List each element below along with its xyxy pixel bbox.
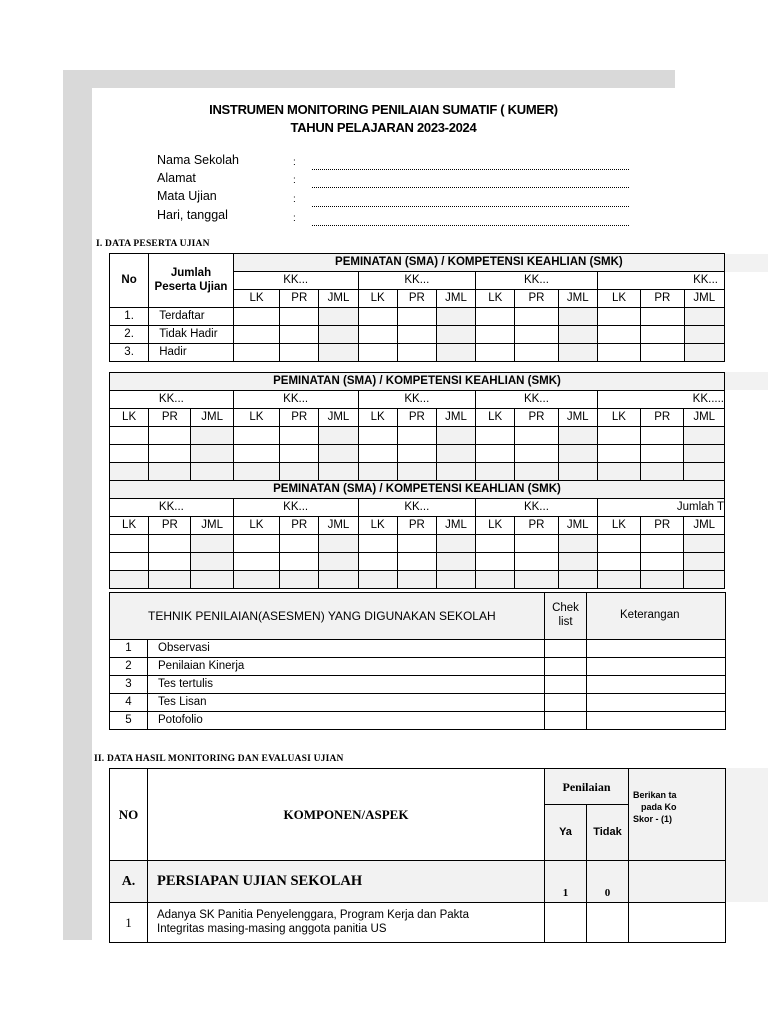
table-row bbox=[110, 326, 725, 344]
data-cell[interactable] bbox=[515, 571, 558, 589]
pr-header: PR bbox=[397, 290, 436, 308]
data-cell[interactable] bbox=[597, 344, 640, 362]
info-field-mata-ujian[interactable] bbox=[312, 206, 629, 207]
lk-header: LK bbox=[110, 409, 149, 427]
data-cell[interactable] bbox=[233, 344, 279, 362]
data-cell[interactable] bbox=[358, 463, 397, 481]
kk-header: KK... bbox=[358, 391, 476, 409]
data-cell[interactable] bbox=[149, 571, 191, 589]
kk-header: KK..... bbox=[597, 391, 724, 409]
row-number: 1 bbox=[110, 903, 148, 943]
data-cell[interactable] bbox=[191, 571, 233, 589]
data-cell[interactable] bbox=[684, 308, 725, 326]
peminatan-table-2 bbox=[109, 372, 725, 589]
pr-header: PR bbox=[641, 517, 684, 535]
keterangan-cell[interactable] bbox=[587, 712, 726, 730]
lk-header: LK bbox=[476, 517, 515, 535]
ya-header: Ya bbox=[545, 805, 587, 861]
data-cell[interactable] bbox=[515, 463, 558, 481]
data-cell[interactable] bbox=[233, 463, 279, 481]
info-label-hari-tanggal: Hari, tanggal bbox=[157, 208, 228, 222]
data-cell[interactable] bbox=[319, 427, 358, 445]
data-cell[interactable] bbox=[319, 326, 358, 344]
data-cell[interactable] bbox=[515, 308, 558, 326]
note-cell bbox=[629, 861, 726, 903]
row-label: Observasi bbox=[148, 640, 545, 658]
data-cell[interactable] bbox=[436, 344, 475, 362]
checklist-cell[interactable] bbox=[545, 712, 587, 730]
table-row bbox=[110, 676, 726, 694]
row-label: Tes tertulis bbox=[148, 676, 545, 694]
peserta-ujian-table bbox=[109, 253, 725, 362]
jml-header: JML bbox=[319, 290, 358, 308]
data-cell[interactable] bbox=[110, 427, 149, 445]
section-2-heading: II. DATA HASIL MONITORING DAN EVALUASI UJIAN bbox=[94, 754, 344, 764]
data-cell[interactable] bbox=[515, 326, 558, 344]
row-number: 3 bbox=[110, 676, 148, 694]
data-cell[interactable] bbox=[191, 535, 233, 553]
data-cell[interactable] bbox=[280, 308, 319, 326]
data-cell[interactable] bbox=[397, 463, 436, 481]
data-cell[interactable] bbox=[515, 427, 558, 445]
table-row bbox=[110, 903, 726, 943]
data-cell[interactable] bbox=[191, 463, 233, 481]
section-a-code: A. bbox=[110, 861, 148, 903]
data-cell[interactable] bbox=[319, 344, 358, 362]
data-cell[interactable] bbox=[233, 553, 279, 571]
info-colon: : bbox=[293, 213, 296, 224]
data-cell[interactable] bbox=[397, 344, 436, 362]
row-number: 1 bbox=[110, 640, 148, 658]
data-cell[interactable] bbox=[233, 308, 279, 326]
instruction-note-line1: Berikan ta bbox=[633, 790, 677, 800]
data-cell[interactable] bbox=[597, 445, 640, 463]
data-cell[interactable] bbox=[233, 571, 279, 589]
pr-header: PR bbox=[515, 290, 558, 308]
document-page bbox=[92, 88, 724, 940]
data-cell[interactable] bbox=[319, 463, 358, 481]
checklist-cell[interactable] bbox=[545, 640, 587, 658]
data-cell[interactable] bbox=[319, 571, 358, 589]
data-cell[interactable] bbox=[641, 535, 684, 553]
data-cell[interactable] bbox=[476, 308, 515, 326]
data-cell[interactable] bbox=[397, 571, 436, 589]
data-cell[interactable] bbox=[558, 427, 597, 445]
pr-header: PR bbox=[397, 409, 436, 427]
pr-header: PR bbox=[149, 517, 191, 535]
checklist-cell[interactable] bbox=[545, 694, 587, 712]
kk-header: KK... bbox=[476, 272, 598, 290]
row-label: Tidak Hadir bbox=[149, 326, 234, 344]
data-cell[interactable] bbox=[476, 445, 515, 463]
table-row bbox=[110, 344, 725, 362]
data-cell[interactable] bbox=[358, 571, 397, 589]
page-left-margin bbox=[63, 70, 92, 940]
data-cell[interactable] bbox=[597, 463, 640, 481]
data-cell[interactable] bbox=[436, 571, 475, 589]
info-colon: : bbox=[293, 175, 296, 186]
jml-header: JML bbox=[684, 290, 725, 308]
page-top-margin bbox=[63, 70, 675, 88]
lk-header: LK bbox=[358, 290, 397, 308]
jml-header: JML bbox=[684, 409, 725, 427]
checklist-header-line2: list bbox=[558, 616, 573, 628]
checklist-cell[interactable] bbox=[545, 658, 587, 676]
data-cell[interactable] bbox=[436, 326, 475, 344]
data-cell[interactable] bbox=[476, 553, 515, 571]
data-cell[interactable] bbox=[641, 553, 684, 571]
data-cell[interactable] bbox=[558, 463, 597, 481]
jml-header: JML bbox=[191, 409, 233, 427]
data-cell[interactable] bbox=[684, 463, 725, 481]
table-row bbox=[110, 694, 726, 712]
data-cell[interactable] bbox=[233, 535, 279, 553]
keterangan-cell[interactable] bbox=[587, 694, 726, 712]
data-cell[interactable] bbox=[319, 535, 358, 553]
data-cell[interactable] bbox=[280, 445, 319, 463]
data-cell[interactable] bbox=[319, 445, 358, 463]
kk-header: KK... bbox=[233, 499, 358, 517]
score-ya: 1 bbox=[545, 861, 587, 903]
table-row bbox=[110, 308, 725, 326]
data-cell[interactable] bbox=[597, 427, 640, 445]
data-cell[interactable] bbox=[558, 553, 597, 571]
jml-header: JML bbox=[684, 517, 725, 535]
data-cell[interactable] bbox=[110, 445, 149, 463]
data-cell[interactable] bbox=[110, 571, 149, 589]
jml-header: JML bbox=[558, 409, 597, 427]
data-cell[interactable] bbox=[436, 308, 475, 326]
item-description bbox=[148, 903, 545, 943]
checklist-header-line1: Chek bbox=[552, 602, 579, 615]
data-cell[interactable] bbox=[684, 326, 725, 344]
jml-header: JML bbox=[436, 517, 475, 535]
pr-header: PR bbox=[397, 517, 436, 535]
lk-header: LK bbox=[476, 409, 515, 427]
kk-header: KK... bbox=[233, 391, 358, 409]
data-cell[interactable] bbox=[436, 445, 475, 463]
column-header-no: NO bbox=[110, 769, 148, 861]
data-cell[interactable] bbox=[641, 571, 684, 589]
data-cell[interactable] bbox=[397, 326, 436, 344]
document-subtitle: TAHUN PELAJARAN 2023-2024 bbox=[290, 120, 477, 135]
data-cell[interactable] bbox=[233, 445, 279, 463]
data-cell[interactable] bbox=[149, 553, 191, 571]
section-a-title: PERSIAPAN UJIAN SEKOLAH bbox=[148, 861, 545, 903]
column-header-komponen: KOMPONEN/ASPEK bbox=[148, 769, 545, 861]
data-cell[interactable] bbox=[641, 445, 684, 463]
data-cell[interactable] bbox=[476, 571, 515, 589]
data-cell[interactable] bbox=[319, 308, 358, 326]
kk-header: KK... bbox=[233, 272, 358, 290]
table-row bbox=[110, 571, 725, 589]
data-cell[interactable] bbox=[436, 535, 475, 553]
pr-header: PR bbox=[641, 409, 684, 427]
data-cell[interactable] bbox=[641, 308, 684, 326]
tehnik-header: TEHNIK PENILAIAN(ASESMEN) YANG DIGUNAKAN SEKOLAH bbox=[110, 593, 545, 640]
data-cell[interactable] bbox=[597, 308, 640, 326]
data-cell[interactable] bbox=[558, 445, 597, 463]
data-cell[interactable] bbox=[280, 463, 319, 481]
kk-header: KK... bbox=[110, 499, 234, 517]
kk-header: KK... bbox=[110, 391, 234, 409]
table-row bbox=[110, 427, 725, 445]
data-cell[interactable] bbox=[110, 463, 149, 481]
data-cell[interactable] bbox=[558, 535, 597, 553]
column-header-jumlah-peserta: Jumlah Peserta Ujian bbox=[149, 254, 234, 308]
data-cell[interactable] bbox=[280, 571, 319, 589]
penilaian-header: Penilaian bbox=[545, 769, 629, 805]
data-cell[interactable] bbox=[597, 326, 640, 344]
pr-header: PR bbox=[641, 290, 684, 308]
data-cell[interactable] bbox=[597, 535, 640, 553]
document-title: INSTRUMEN MONITORING PENILAIAN SUMATIF ( KUMER) bbox=[209, 102, 558, 117]
lk-header: LK bbox=[358, 517, 397, 535]
info-field-alamat[interactable] bbox=[312, 187, 629, 188]
kk-header: KK... bbox=[358, 499, 476, 517]
data-cell[interactable] bbox=[476, 463, 515, 481]
instruction-note-line2: pada Ko bbox=[641, 802, 677, 813]
pr-header: PR bbox=[280, 290, 319, 308]
data-cell[interactable] bbox=[358, 535, 397, 553]
data-cell[interactable] bbox=[641, 427, 684, 445]
data-cell[interactable] bbox=[280, 326, 319, 344]
data-cell[interactable] bbox=[684, 535, 725, 553]
data-cell[interactable] bbox=[280, 427, 319, 445]
data-cell[interactable] bbox=[476, 427, 515, 445]
data-cell[interactable] bbox=[358, 427, 397, 445]
keterangan-cell[interactable] bbox=[587, 676, 726, 694]
section-1-heading: I. DATA PESERTA UJIAN bbox=[96, 239, 210, 249]
data-cell[interactable] bbox=[436, 463, 475, 481]
jml-header: JML bbox=[558, 517, 597, 535]
data-cell[interactable] bbox=[436, 427, 475, 445]
keterangan-cell[interactable] bbox=[587, 640, 726, 658]
info-colon: : bbox=[293, 157, 296, 168]
data-cell[interactable] bbox=[597, 571, 640, 589]
lk-header: LK bbox=[233, 517, 279, 535]
kk-header: KK... bbox=[597, 272, 724, 290]
lk-header: LK bbox=[233, 290, 279, 308]
item-description-line1: Adanya SK Panitia Penyelenggara, Program Kerja dan Pakta bbox=[157, 908, 469, 921]
monitoring-table bbox=[109, 768, 726, 943]
data-cell[interactable] bbox=[684, 445, 725, 463]
data-cell[interactable] bbox=[558, 308, 597, 326]
data-cell[interactable] bbox=[358, 445, 397, 463]
data-cell[interactable] bbox=[397, 535, 436, 553]
data-cell[interactable] bbox=[684, 553, 725, 571]
data-cell[interactable] bbox=[515, 553, 558, 571]
data-cell[interactable] bbox=[397, 445, 436, 463]
table-row bbox=[110, 535, 725, 553]
row-label: Terdaftar bbox=[149, 308, 234, 326]
keterangan-cell[interactable] bbox=[587, 658, 726, 676]
data-cell[interactable] bbox=[191, 427, 233, 445]
data-cell[interactable] bbox=[233, 326, 279, 344]
jml-header: JML bbox=[436, 409, 475, 427]
instruction-note-line3: Skor - (1) bbox=[633, 814, 673, 825]
data-cell[interactable] bbox=[476, 535, 515, 553]
row-number: 1. bbox=[110, 308, 149, 326]
column-header-no: No bbox=[110, 254, 149, 308]
data-cell[interactable] bbox=[191, 553, 233, 571]
data-cell[interactable] bbox=[358, 326, 397, 344]
tidak-cell[interactable] bbox=[587, 903, 629, 943]
data-cell[interactable] bbox=[149, 445, 191, 463]
kk-header: KK... bbox=[358, 272, 476, 290]
data-cell[interactable] bbox=[280, 553, 319, 571]
data-cell[interactable] bbox=[319, 553, 358, 571]
row-number: 2. bbox=[110, 326, 149, 344]
data-cell[interactable] bbox=[110, 535, 149, 553]
data-cell[interactable] bbox=[149, 535, 191, 553]
score-tidak: 0 bbox=[587, 861, 629, 903]
info-colon: : bbox=[293, 194, 296, 205]
row-number: 4 bbox=[110, 694, 148, 712]
checklist-cell[interactable] bbox=[545, 676, 587, 694]
info-field-nama-sekolah[interactable] bbox=[312, 169, 629, 170]
data-cell[interactable] bbox=[641, 326, 684, 344]
info-label-nama-sekolah: Nama Sekolah bbox=[157, 153, 239, 167]
data-cell[interactable] bbox=[280, 344, 319, 362]
data-cell[interactable] bbox=[233, 427, 279, 445]
data-cell[interactable] bbox=[397, 308, 436, 326]
data-cell[interactable] bbox=[191, 445, 233, 463]
data-cell[interactable] bbox=[641, 463, 684, 481]
kk-header: KK... bbox=[476, 499, 598, 517]
jml-header: JML bbox=[319, 409, 358, 427]
tidak-header: Tidak bbox=[587, 805, 629, 861]
note-cell[interactable] bbox=[629, 903, 726, 943]
row-number: 3. bbox=[110, 344, 149, 362]
data-cell[interactable] bbox=[558, 571, 597, 589]
row-label: Penilaian Kinerja bbox=[148, 658, 545, 676]
table-row bbox=[110, 640, 726, 658]
data-cell[interactable] bbox=[684, 344, 725, 362]
instruction-note bbox=[629, 769, 726, 861]
data-cell[interactable] bbox=[515, 344, 558, 362]
data-cell[interactable] bbox=[358, 553, 397, 571]
lk-header: LK bbox=[597, 517, 640, 535]
keterangan-header: Keterangan bbox=[587, 593, 726, 640]
data-cell[interactable] bbox=[149, 463, 191, 481]
jml-header: JML bbox=[436, 290, 475, 308]
jml-header: JML bbox=[191, 517, 233, 535]
data-cell[interactable] bbox=[358, 344, 397, 362]
table-row bbox=[110, 553, 725, 571]
info-field-hari-tanggal[interactable] bbox=[312, 225, 629, 226]
pr-header: PR bbox=[149, 409, 191, 427]
pr-header: PR bbox=[515, 409, 558, 427]
peminatan-header: PEMINATAN (SMA) / KOMPETENSI KEAHLIAN (SMK) bbox=[233, 254, 724, 272]
tehnik-penilaian-table bbox=[109, 592, 726, 730]
data-cell[interactable] bbox=[515, 445, 558, 463]
jml-header: JML bbox=[319, 517, 358, 535]
item-description-line2: Integritas masing-masing anggota panitia US bbox=[157, 922, 387, 935]
data-cell[interactable] bbox=[110, 553, 149, 571]
checklist-header bbox=[545, 593, 587, 640]
row-label: Hadir bbox=[149, 344, 234, 362]
ya-cell[interactable] bbox=[545, 903, 587, 943]
data-cell[interactable] bbox=[641, 344, 684, 362]
table-row bbox=[110, 463, 725, 481]
table-row bbox=[110, 445, 725, 463]
data-cell[interactable] bbox=[515, 535, 558, 553]
lk-header: LK bbox=[358, 409, 397, 427]
pr-header: PR bbox=[515, 517, 558, 535]
data-cell[interactable] bbox=[280, 535, 319, 553]
pr-header: PR bbox=[280, 517, 319, 535]
data-cell[interactable] bbox=[476, 326, 515, 344]
table-row bbox=[110, 712, 726, 730]
data-cell[interactable] bbox=[397, 427, 436, 445]
data-cell[interactable] bbox=[476, 344, 515, 362]
data-cell[interactable] bbox=[684, 427, 725, 445]
peminatan-header: PEMINATAN (SMA) / KOMPETENSI KEAHLIAN (SMK) bbox=[110, 373, 725, 391]
jml-header: JML bbox=[558, 290, 597, 308]
data-cell[interactable] bbox=[684, 571, 725, 589]
lk-header: LK bbox=[110, 517, 149, 535]
jumlah-total-header: Jumlah T bbox=[597, 499, 724, 517]
info-label-mata-ujian: Mata Ujian bbox=[157, 189, 217, 203]
lk-header: LK bbox=[597, 409, 640, 427]
kk-header: KK... bbox=[476, 391, 598, 409]
table-row bbox=[110, 658, 726, 676]
data-cell[interactable] bbox=[597, 553, 640, 571]
lk-header: LK bbox=[476, 290, 515, 308]
lk-header: LK bbox=[233, 409, 279, 427]
pr-header: PR bbox=[280, 409, 319, 427]
data-cell[interactable] bbox=[149, 427, 191, 445]
data-cell[interactable] bbox=[436, 553, 475, 571]
data-cell[interactable] bbox=[397, 553, 436, 571]
row-number: 5 bbox=[110, 712, 148, 730]
data-cell[interactable] bbox=[558, 326, 597, 344]
info-label-alamat: Alamat bbox=[157, 171, 196, 185]
lk-header: LK bbox=[597, 290, 640, 308]
data-cell[interactable] bbox=[558, 344, 597, 362]
data-cell[interactable] bbox=[358, 308, 397, 326]
row-label: Tes Lisan bbox=[148, 694, 545, 712]
row-number: 2 bbox=[110, 658, 148, 676]
peminatan-header: PEMINATAN (SMA) / KOMPETENSI KEAHLIAN (SMK) bbox=[110, 481, 725, 499]
row-label: Potofolio bbox=[148, 712, 545, 730]
